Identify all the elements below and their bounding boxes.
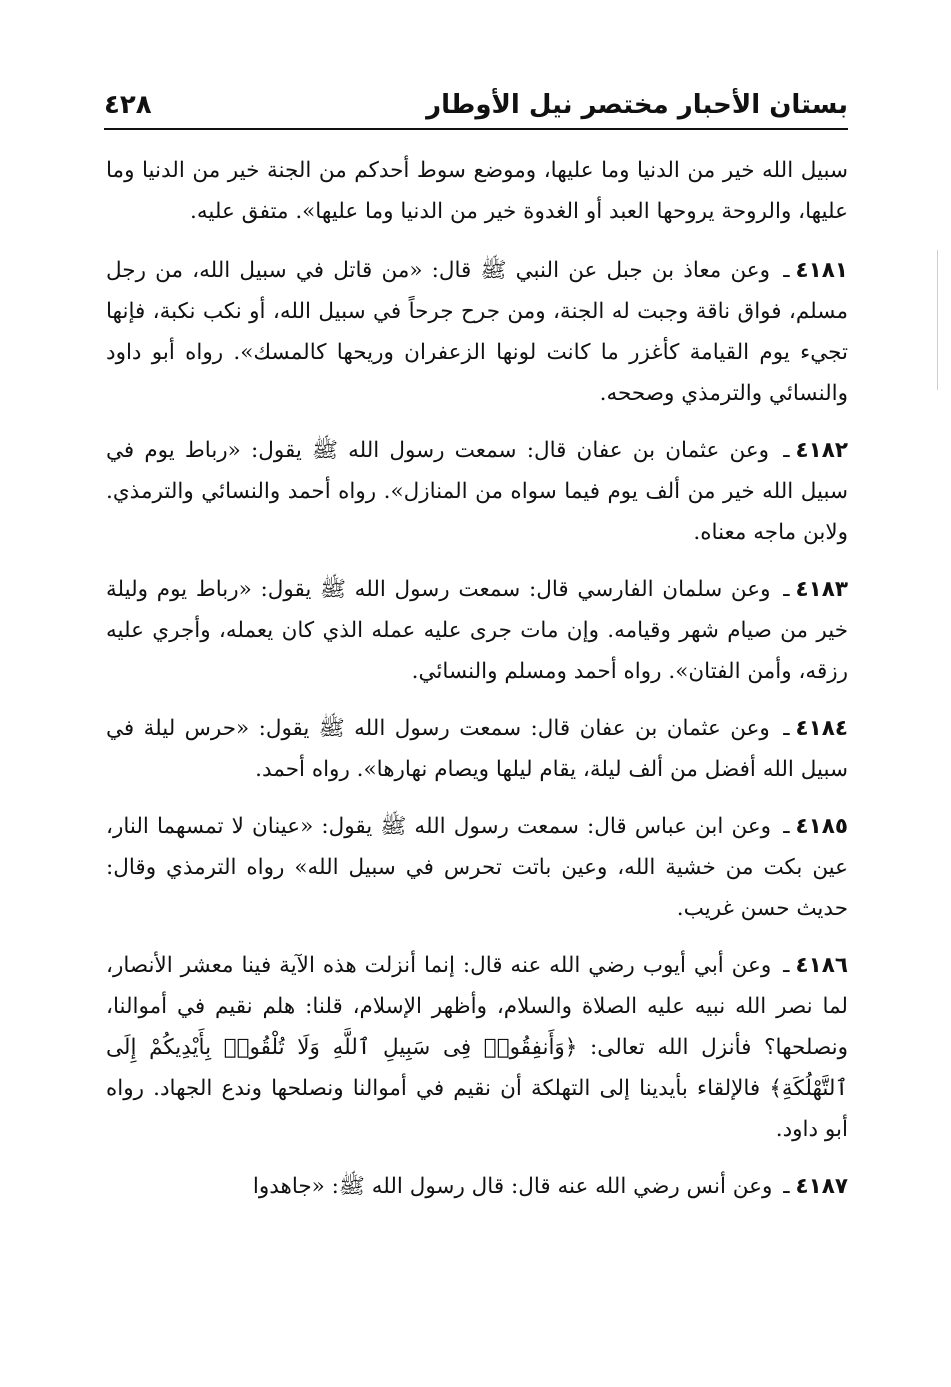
hadith-number: ٤١٨٧ <box>795 1174 848 1199</box>
number-dash: ـ <box>783 258 790 283</box>
hadith-number: ٤١٨٢ <box>795 438 849 463</box>
number-dash: ـ <box>783 716 790 741</box>
hadith-4181 <box>106 250 848 414</box>
hadith-4184 <box>106 708 848 790</box>
hadith-4183 <box>106 569 848 692</box>
hadith-4186 <box>106 945 848 1150</box>
paragraph-continuation <box>106 150 848 232</box>
number-dash: ـ <box>783 953 790 978</box>
hadith-text: وعن أبي أيوب رضي الله عنه قال: إنما أنزلت هذه الآية فينا معشر الأنصار، لما نصر الله نبيه عليه الصلاة والسلام، وأظهر الإسلام، قلنا: هلم نقيم في أموالنا، ونصلحها؟ فأنزل الله تعالى: ﴿وَأَنفِقُوا۟ فِى سَبِيلِ ٱللَّهِ وَلَا تُلْقُوا۟ بِأَيْدِيكُمْ إِلَى ٱلتَّهْلُكَةِ﴾ فالإلقاء بأيدينا إلى التهلكة أن نقيم في أموالنا ونصلحها وندع الجهاد. رواه أبو داود. <box>106 953 848 1142</box>
running-header <box>104 78 848 130</box>
hadith-number: ٤١٨٦ <box>795 953 848 978</box>
number-dash: ـ <box>783 577 790 602</box>
scan-edge-line <box>937 250 938 390</box>
hadith-4187 <box>106 1166 848 1207</box>
page-body <box>106 150 848 1223</box>
hadith-number: ٤١٨٣ <box>795 577 848 602</box>
hadith-text: وعن ابن عباس قال: سمعت رسول الله ﷺ يقول: «عينان لا تمسهما النار، عين بكت من خشية الله، وعين باتت تحرس في سبيل الله» رواه الترمذي وقال: حديث حسن غريب. <box>106 814 848 921</box>
hadith-number: ٤١٨١ <box>795 258 848 283</box>
hadith-text: وعن أنس رضي الله عنه قال: قال رسول الله ﷺ: «جاهدوا <box>252 1174 773 1199</box>
page-number: ٤٢٨ <box>104 90 152 120</box>
hadith-number: ٤١٨٤ <box>795 716 848 741</box>
hadith-text: وعن معاذ بن جبل عن النبي ﷺ قال: «من قاتل في سبيل الله، من رجل مسلم، فواق ناقة وجبت له الجنة، ومن جرح جرحاً في سبيل الله، أو نكب نكبة، فإنها تجيء يوم القيامة كأغزر ما كانت لونها الزعفران وريحها كالمسك». رواه أبو داود والنسائي والترمذي وصححه. <box>106 258 848 406</box>
book-title: بستان الأحبار مختصر نيل الأوطار <box>426 90 848 120</box>
hadith-4185 <box>106 806 848 929</box>
hadith-text: وعن عثمان بن عفان قال: سمعت رسول الله ﷺ يقول: «حرس ليلة في سبيل الله أفضل من ألف ليلة، يقام ليلها ويصام نهارها». رواه أحمد. <box>106 716 848 782</box>
hadith-number: ٤١٨٥ <box>795 814 848 839</box>
number-dash: ـ <box>783 814 790 839</box>
hadith-text: وعن عثمان بن عفان قال: سمعت رسول الله ﷺ يقول: «رباط يوم في سبيل الله خير من ألف يوم فيما سواه من المنازل». رواه أحمد والنسائي والترمذي. ولابن ماجه معناه. <box>106 438 848 545</box>
number-dash: ـ <box>783 438 790 463</box>
hadith-4182 <box>106 430 848 553</box>
number-dash: ـ <box>783 1174 790 1199</box>
paragraph-text: سبيل الله خير من الدنيا وما عليها، وموضع سوط أحدكم من الجنة خير من الدنيا وما عليها، والروحة يروحها العبد أو الغدوة خير من الدنيا وما عليها». متفق عليه. <box>106 158 848 224</box>
hadith-text: وعن سلمان الفارسي قال: سمعت رسول الله ﷺ يقول: «رباط يوم وليلة خير من صيام شهر وقيامه. وإن مات جرى عليه عمله الذي كان يعمله، وأجري عليه رزقه، وأمن الفتان». رواه أحمد ومسلم والنسائي. <box>106 577 848 684</box>
